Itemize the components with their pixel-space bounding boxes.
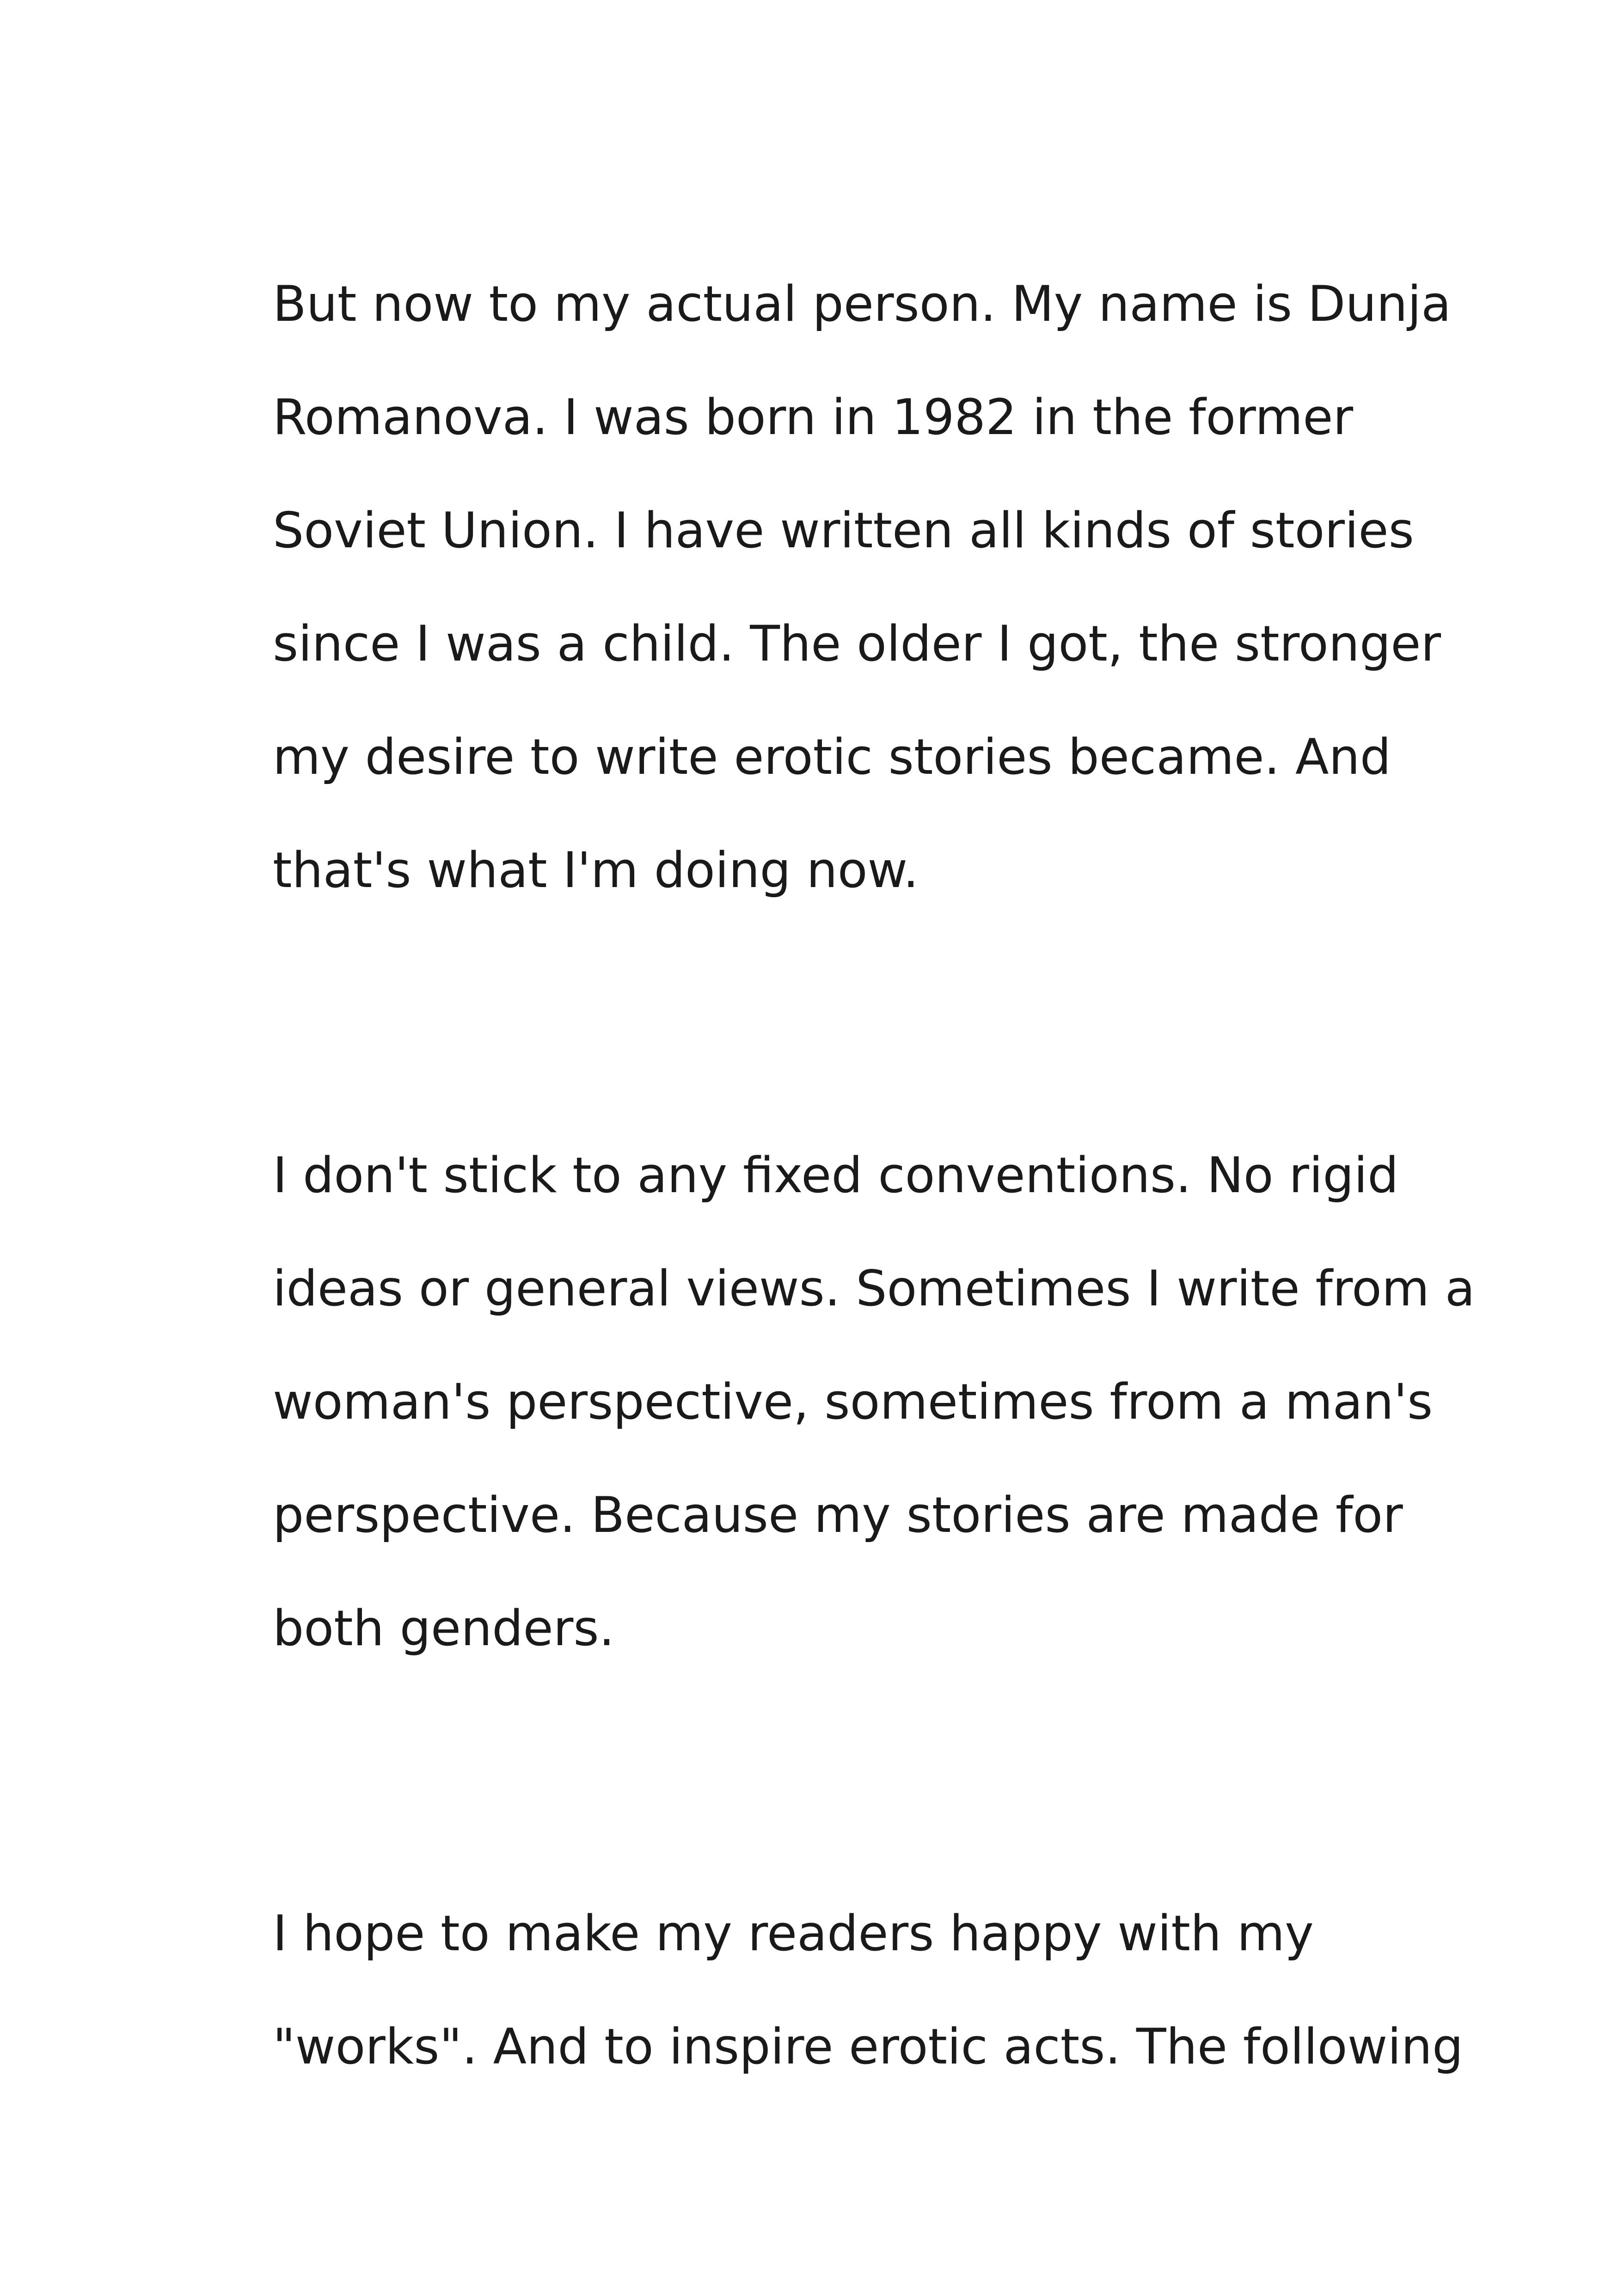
text-line: perspective. Because my stories are made for [273,1487,1403,1543]
text-line: since I was a child. The older I got, the stronger [273,615,1441,672]
text-line: Soviet Union. I have written all kinds of stories [273,502,1414,559]
text-line: both genders. [273,1600,615,1657]
text-line: that's what I'm doing now. [273,842,919,899]
text-line: Romanova. I was born in 1982 in the former [273,389,1354,446]
text-line: But now to my actual person. My name is Dunja [273,276,1452,332]
text-line: ideas or general views. Sometimes I write from a [273,1260,1475,1317]
text-line: woman's perspective, sometimes from a man's [273,1373,1433,1430]
text-line: my desire to write erotic stories became. And [273,729,1391,785]
text-line: I hope to make my readers happy with my [273,1905,1314,1962]
text-line: "works". And to inspire erotic acts. The following [273,2018,1464,2075]
text-line: I don't stick to any fixed conventions. No rigid [273,1147,1399,1204]
